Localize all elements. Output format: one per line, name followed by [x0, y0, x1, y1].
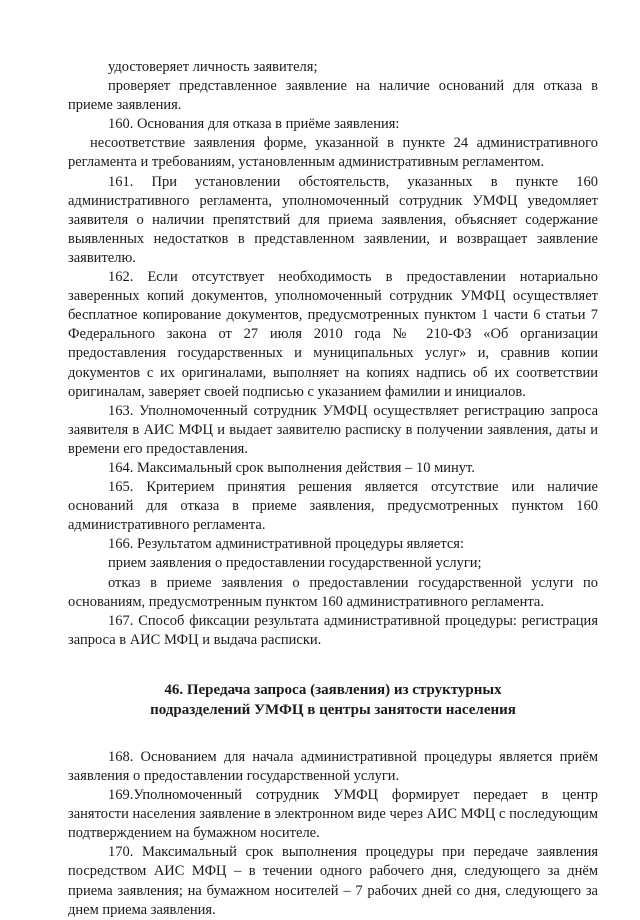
document-body	[68, 58, 598, 920]
paragraph: 170. Максимальный срок выполнения процедуры при передаче заявления посредством АИС МФЦ – в течении одного рабочего дня, следующего за днём приема заявления; на бумажном носителей – 7 рабочих дней со дня, следующего за днем приема заявления.	[68, 844, 598, 918]
paragraph: проверяет представленное заявление на наличие оснований для отказа в приеме заявления.	[68, 78, 598, 114]
section-heading-line: подразделений УМФЦ в центры занятости населения	[150, 701, 516, 718]
paragraph: 164. Максимальный срок выполнения действия – 10 минут.	[108, 459, 475, 476]
paragraph: 163. Уполномоченный сотрудник УМФЦ осуществляет регистрацию запроса заявителя в АИС МФЦ и выдает заявителю расписку в получении заявления, даты и времени его предоставления.	[68, 402, 598, 457]
paragraph: удостоверяет личность заявителя;	[108, 59, 318, 75]
paragraph: несоответствие заявления форме, указанной в пункте 24 административного регламента и требованиям, установленным административным регламентом.	[68, 135, 598, 171]
section-heading-line: 46. Передача запроса (заявления) из структурных	[164, 681, 502, 698]
paragraph: 165. Критерием принятия решения является отсутствие или наличие оснований для отказа в приеме заявления, предусмотренных пунктом 160 административного регламента.	[68, 479, 598, 534]
paragraph: 167. Способ фиксации результата административной процедуры: регистрация запроса в АИС МФЦ и выдача расписки.	[68, 612, 598, 648]
paragraph: 168. Основанием для начала административной процедуры является приём заявления о предоставлении государственной услуги.	[68, 748, 598, 784]
paragraph: 162. Если отсутствует необходимость в предоставлении нотариально заверенных копий документов, уполномоченный сотрудник УМФЦ осуществляет бесплатное копирование документов, предусмотренных пунктом 1 части 6 статьи 7 Федерального закона от 27 июля 2010 года № 210-ФЗ «Об организации предоставления государственных и муниципальных услуг» и, сравнив копии документов с их оригиналами, выполняет на копиях надпись об их соответствии оригиналам, заверяет своей подписью с указанием фамилии и инициалов.	[68, 269, 598, 400]
paragraph: 166. Результатом административной процедуры является:	[108, 536, 465, 553]
paragraph: прием заявления о предоставлении государственной услуги;	[108, 555, 482, 572]
paragraph: 160. Основания для отказа в приёме заявления:	[108, 116, 400, 133]
paragraph: 161. При установлении обстоятельств, указанных в пункте 160 административного регламента, уполномоченный сотрудник УМФЦ уведомляет заявителя о наличии препятствий для приема заявления, объясняет содержание выявленных недостатков в представленном заявлении, и возвращает заявление заявителю.	[68, 173, 598, 266]
paragraph: отказ в приеме заявления о предоставлении государственной услуги по основаниям, предусмотренным пунктом 160 административного регламента.	[68, 574, 598, 610]
paragraph: 169.Уполномоченный сотрудник УМФЦ формирует передает в центр занятости населения заявление в электронном виде через АИС МФЦ с последующим подтверждением на бумажном носителе.	[68, 787, 598, 842]
section-heading	[68, 680, 598, 720]
